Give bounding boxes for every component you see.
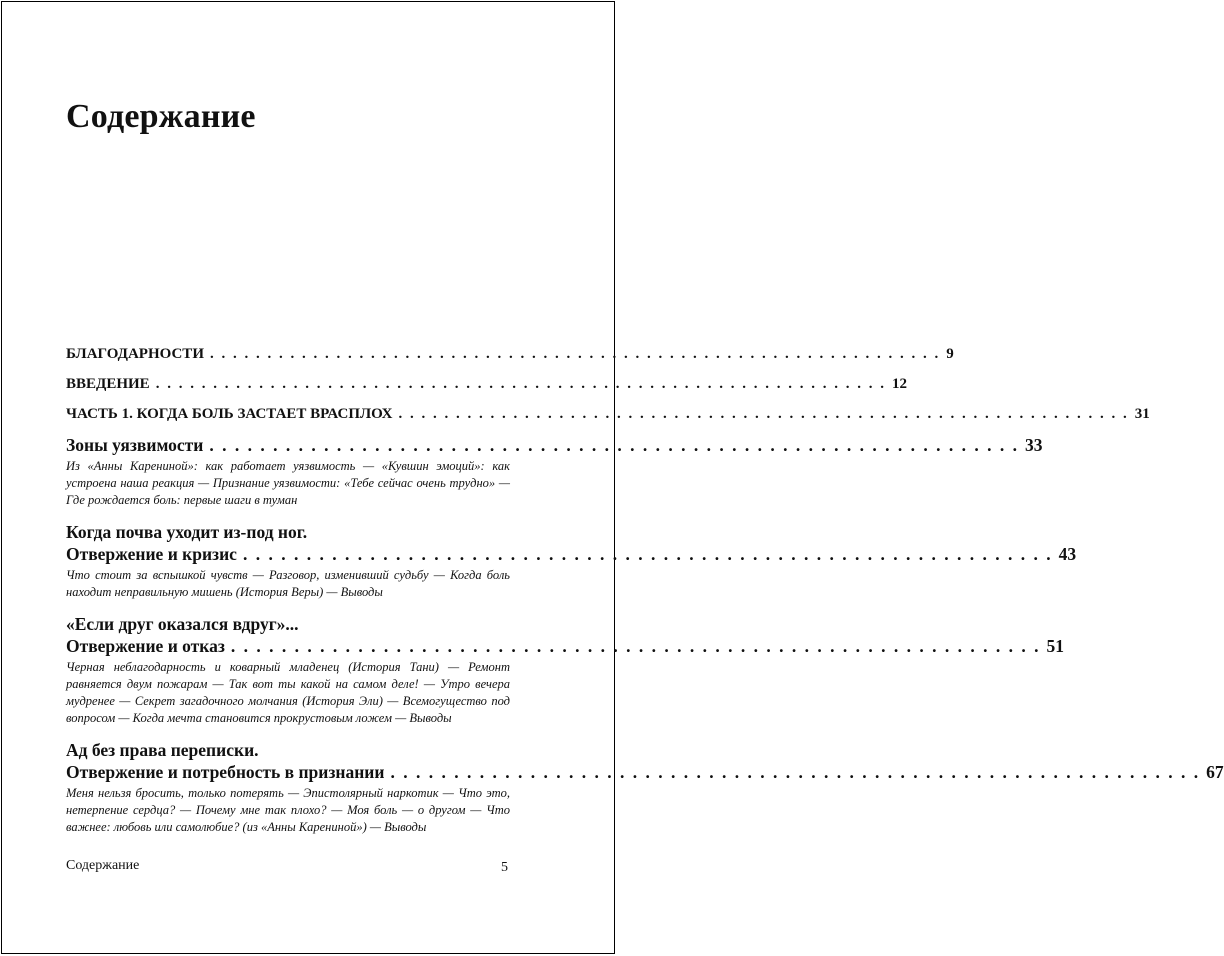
toc-entry-description: Что стоит за вспышкой чувств — Разговор, изменивший судьбу — Когда боль находит неправильную мишень (История Веры) — Выводы [66, 568, 510, 599]
toc-entry-description: Меня нельзя бросить, только потерять — Эпистолярный наркотик — Что это, нетерпение сердца? — Почему мне так плохо? — Моя боль — о другом — Что важнее: любовь или самолюбие? (из «Анны Карениной») — Выводы [66, 786, 510, 834]
toc-leader-dots: . . . . . . . . . . . . . . . . . . . . . . . . . . . . . . . . . . . . . . . . . . . . . . . . . . . . . . . . . . . . . . . . [398, 406, 1129, 422]
running-footer-label: Содержание [66, 858, 140, 873]
toc-entry-page: 31 [1134, 406, 1150, 422]
toc-entry-title: Отвержение и отказ [66, 636, 225, 656]
toc-entry-page: 12 [891, 376, 907, 392]
toc-leader-dots: . . . . . . . . . . . . . . . . . . . . . . . . . . . . . . . . . . . . . . . . . . . . . . . . . . . . . . . . . . . . . . . . [230, 636, 1041, 656]
toc-entry-title: Отвержение и потребность в признании [66, 762, 385, 782]
toc-entry-rejection-and-recognition[interactable] [66, 739, 1224, 836]
toc-entry-page: 33 [1024, 435, 1043, 455]
toc-entry-part-1[interactable] [66, 404, 1150, 424]
toc-entry-page: 43 [1058, 544, 1077, 564]
toc-entry-rejection-and-refusal[interactable] [66, 613, 1064, 727]
toc-entry-title: ВВЕДЕНИЕ [66, 376, 150, 392]
page-title: Содержание [66, 98, 256, 135]
toc-entry-description: Черная неблагодарность и коварный младенец (История Тани) — Ремонт равняется двум пожарам — Так вот ты какой на самом деле! — Утро вечера мудренее — Секрет загадочного молчания (История Эли) — Всемогущество под вопросом — Когда мечта становится прокрустовым ложем — Выводы [66, 660, 510, 725]
toc-entry-title: Отвержение и кризис [66, 544, 237, 564]
page-number: 5 [501, 860, 508, 875]
toc-entry-rejection-and-crisis[interactable] [66, 521, 1077, 601]
toc-entry-page: 51 [1046, 636, 1064, 656]
toc-entry-description: Из «Анны Карениной»: как работает уязвимость — «Кувшин эмоций»: как устроена наша реакция — Признание уязвимости: «Тебе сейчас очень трудно» — Где рождается боль: первые шаги в туман [66, 459, 510, 507]
toc-entry-page: 9 [946, 346, 954, 362]
toc-leader-dots: . . . . . . . . . . . . . . . . . . . . . . . . . . . . . . . . . . . . . . . . . . . . . . . . . . . . . . . . . . . . . . . . [390, 762, 1201, 782]
toc-entry-title: Зоны уязвимости [66, 435, 204, 455]
toc-entry-page: 67 [1206, 762, 1224, 782]
toc-entry-acknowledgements[interactable] [66, 344, 954, 364]
toc-entry-vulnerability-zones[interactable] [66, 434, 1043, 509]
toc-entry-title-line1: Когда почва уходит из-под ног. [66, 522, 308, 542]
toc-leader-dots: . . . . . . . . . . . . . . . . . . . . . . . . . . . . . . . . . . . . . . . . . . . . . . . . . . . . . . . . . . . . . . . . [209, 435, 1019, 455]
toc-leader-dots: . . . . . . . . . . . . . . . . . . . . . . . . . . . . . . . . . . . . . . . . . . . . . . . . . . . . . . . . . . . . . . . . [242, 544, 1053, 564]
toc-entry-title: БЛАГОДАРНОСТИ [66, 346, 204, 362]
toc-leader-dots: . . . . . . . . . . . . . . . . . . . . . . . . . . . . . . . . . . . . . . . . . . . . . . . . . . . . . . . . . . . . . . . . [155, 376, 886, 392]
table-of-contents [66, 344, 1224, 848]
book-page [1, 1, 1224, 954]
toc-entry-introduction[interactable] [66, 374, 907, 394]
toc-entry-title: ЧАСТЬ 1. КОГДА БОЛЬ ЗАСТАЕТ ВРАСПЛОХ [66, 406, 393, 422]
toc-entry-title-line1: Ад без права переписки. [66, 740, 259, 760]
toc-leader-dots: . . . . . . . . . . . . . . . . . . . . . . . . . . . . . . . . . . . . . . . . . . . . . . . . . . . . . . . . . . . . . . . . [209, 346, 941, 362]
toc-entry-title-line1: «Если друг оказался вдруг»... [66, 614, 299, 634]
